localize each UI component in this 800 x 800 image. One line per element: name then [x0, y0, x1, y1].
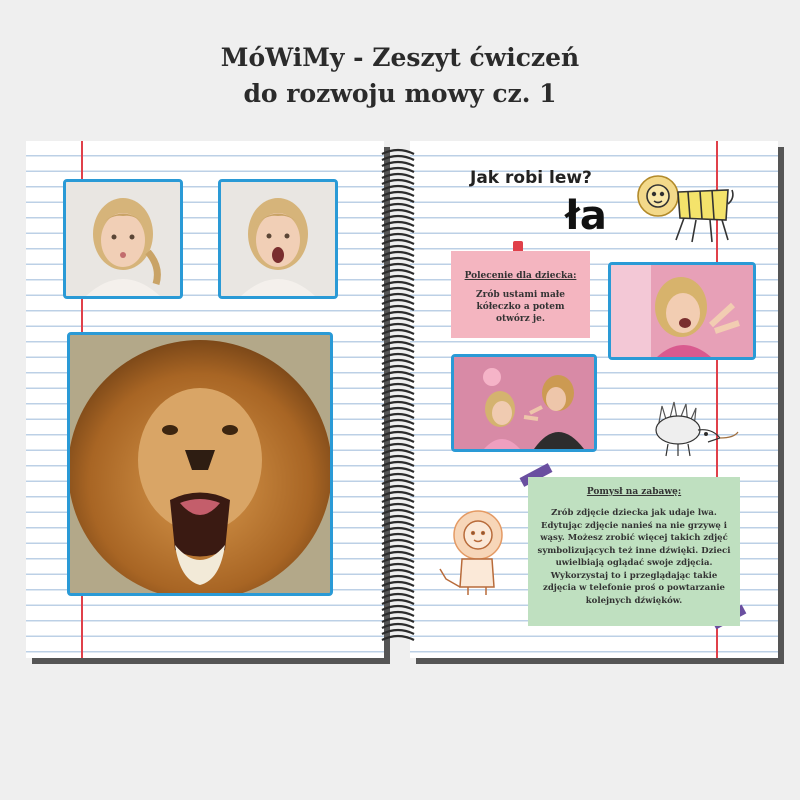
hedgehog-drawing-icon — [648, 398, 744, 460]
spiral-binding — [380, 148, 416, 648]
title-line-2: do rozwoju mowy cz. 1 — [243, 79, 557, 108]
instruction-note-body: Zrób ustami małe kółeczko a potem otwórz je. — [476, 290, 565, 324]
girl-roaring-photo — [608, 262, 756, 360]
girl-portrait-illustration — [66, 182, 180, 296]
girl-roaring-illustration — [611, 265, 753, 357]
girl-portrait-illustration — [221, 182, 335, 296]
girl-open-mouth-photo — [218, 179, 338, 299]
idea-note-heading: Pomysł na zabawę: — [586, 487, 682, 497]
exercise-heading: Jak robi lew? — [470, 168, 592, 188]
lion-illustration — [70, 335, 330, 593]
lion-photo — [67, 332, 333, 596]
instruction-note — [451, 251, 590, 338]
exercise-sound: ła — [565, 193, 607, 239]
idea-note — [528, 477, 740, 626]
idea-note-body: Zrób zdjęcie dziecka jak udaje lwa. Edytując zdjęcie nanieś na nie grzywę i wąsy. Możesz zrobić więcej takich zdjęć symbolizujących też inne dźwięki. Dzieci uwielbiają oglądać swoje zdjęcia. Wykorzystaj to i przeglądając takie zdjęcia w telefonie proś o powtarzanie kolejnych dźwięków. — [537, 508, 731, 606]
lion-drawing-icon — [636, 168, 736, 248]
page-title — [0, 40, 800, 112]
sitting-lion-drawing-icon — [436, 505, 526, 597]
mother-and-girl-photo — [451, 354, 597, 452]
instruction-note-heading: Polecenie dla dziecka: — [464, 271, 577, 281]
girl-small-mouth-photo — [63, 179, 183, 299]
mother-and-girl-illustration — [454, 357, 594, 449]
title-line-1: MóWiMy - Zeszyt ćwiczeń — [220, 43, 580, 72]
